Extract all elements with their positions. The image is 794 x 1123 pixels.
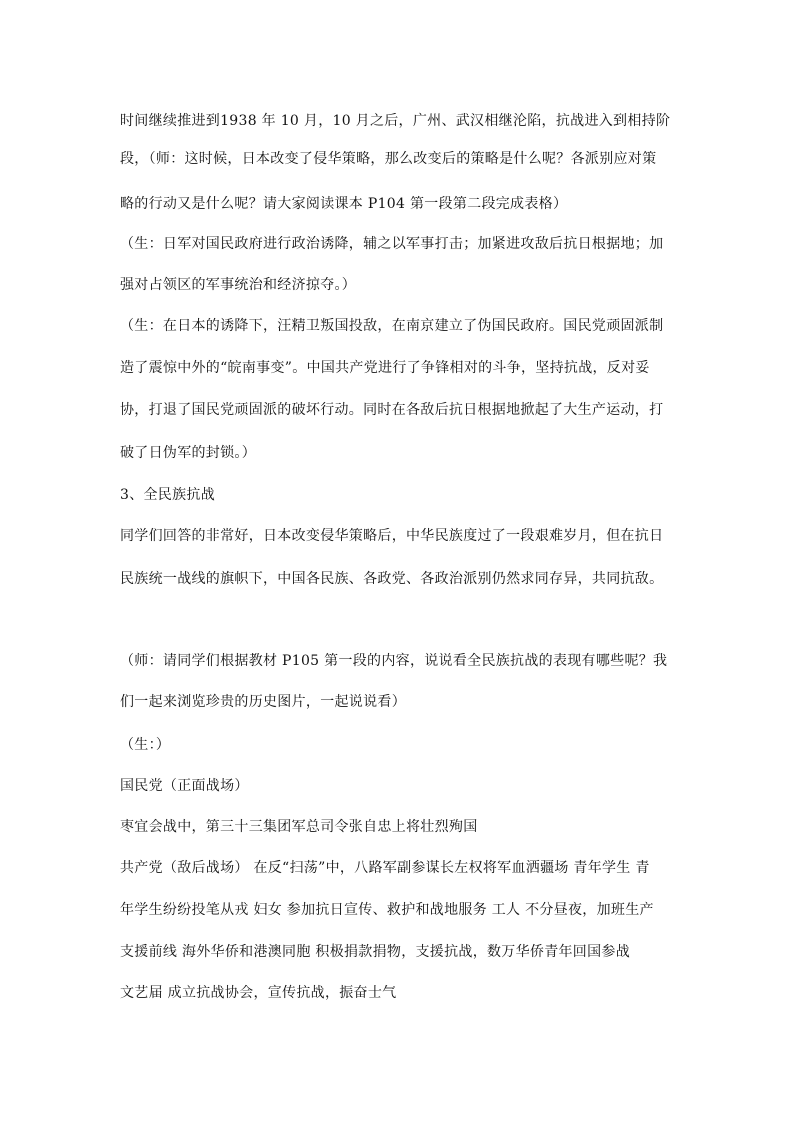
paragraph-line: 们一起来浏览珍贵的历史图片，一起说说看）: [120, 694, 406, 710]
paragraph-line: （生：）: [120, 737, 171, 753]
paragraph-line: （生：日军对国民政府进行政治诱降，辅之以军事打击；加紧进攻敌后抗日根据地；加: [120, 236, 664, 252]
section-heading: 3、全民族抗战: [120, 487, 216, 503]
paragraph-line: 同学们回答的非常好，日本改变侵华策略后，中华民族度过了一段艰难岁月，但在抗日: [120, 528, 664, 544]
paragraph-line: 强对占领区的军事统治和经济掠夺。）: [120, 277, 357, 293]
paragraph-line: 协，打退了国民党顽固派的破坏行动。同时在各敌后抗日根据地掀起了大生产运动，打: [120, 402, 664, 418]
paragraph-line: 支援前线 海外华侨和港澳同胞 积极捐款捐物，支援抗战，数万华侨青年回国参战: [120, 944, 630, 960]
paragraph-line: 破了日伪军的封锁。）: [120, 445, 256, 461]
paragraph-line: 时间继续推进到1938 年 10 月，10 月之后，广州、武汉相继沦陷，抗战进入到相持阶: [120, 113, 671, 129]
paragraph-line: 略的行动又是什么呢？请大家阅读课本 P104 第一段第二段完成表格）: [120, 196, 568, 212]
paragraph-line: 民族统一战线的旗帜下，中国各民族、各政党、各政治派别仍然求同存异，共同抗敌。: [120, 571, 664, 587]
paragraph-line: （生：在日本的诱降下，汪精卫叛国投敌，在南京建立了伪国民政府。国民党顽固派制: [120, 318, 664, 334]
paragraph-line: 共产党（敌后战场） 在反“扫荡”中，八路军副参谋长左权将军血洒疆场 青年学生 青: [120, 860, 650, 876]
paragraph-line: （师：请同学们根据教材 P105 第一段的内容，说说看全民族抗战的表现有哪些呢？我: [120, 653, 668, 669]
paragraph-line: 文艺届 成立抗战协会，宣传抗战，振奋士气: [120, 985, 397, 1001]
paragraph-line: 段，（师：这时候，日本改变了侵华策略，那么改变后的策略是什么呢？各派别应对策: [120, 151, 657, 167]
paragraph-line: 国民党（正面战场）: [120, 778, 249, 794]
paragraph-line: 年学生纷纷投笔从戎 妇女 参加抗日宣传、救护和战地服务 工人 不分昼夜，加班生产: [120, 902, 654, 918]
paragraph-line: 枣宜会战中，第三十三集团军总司令张自忠上将壮烈殉国: [120, 819, 478, 835]
paragraph-line: 造了震惊中外的“皖南事变”。中国共产党进行了争锋相对的斗争，坚持抗战，反对妥: [120, 360, 650, 376]
